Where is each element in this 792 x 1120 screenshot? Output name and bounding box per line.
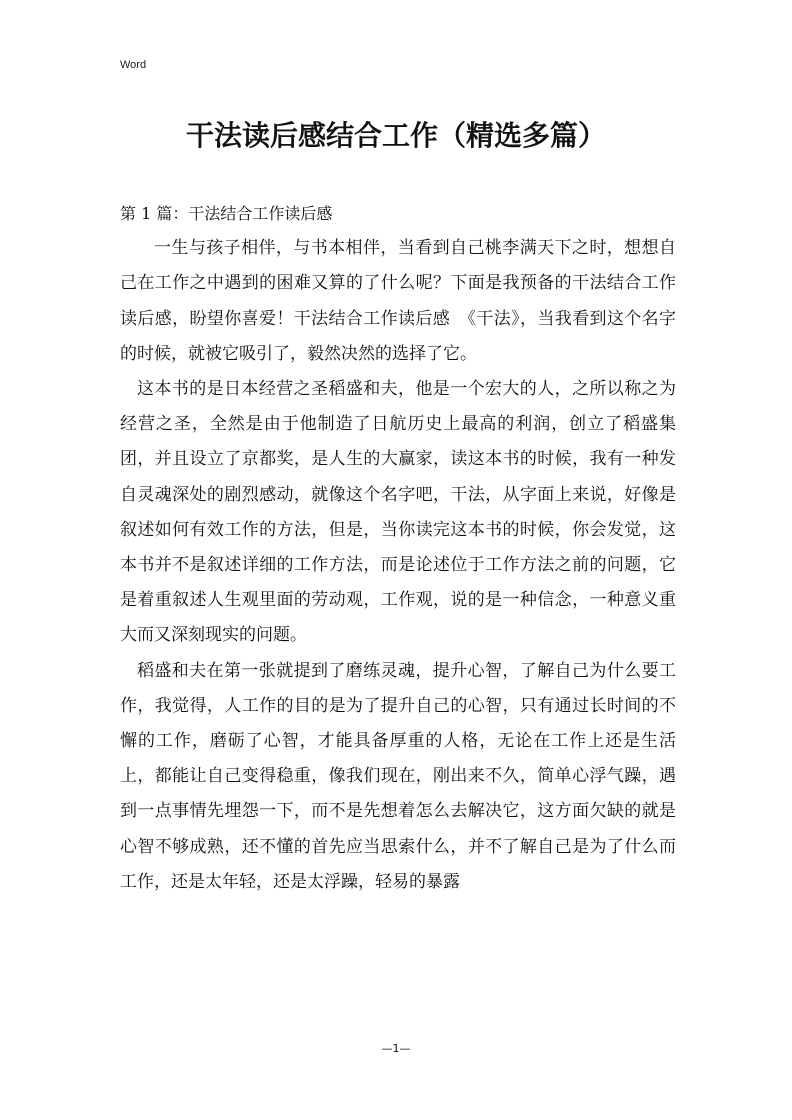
paragraph-3: 稻盛和夫在第一张就提到了磨练灵魂，提升心智，了解自己为什么要工作，我觉得，人工作的目的是为了提升自己的心智，只有通过长时间的不懈的工作，磨砺了心智，才能具备厚重的人格，无论在工作上还是生活上，都能让自己变得稳重，像我们现在，刚出来不久，简单心浮气躁，遇到一点事情先埋怨一下，而不是先想着怎么去解决它，这方面欠缺的就是心智不够成熟，还不懂的首先应当思索什么，并不了解自己是为了什么而工作，还是太年轻，还是太浮躁，轻易的暴露 bbox=[120, 660, 676, 892]
paragraph-2: 这本书的是日本经营之圣稻盛和夫，他是一个宏大的人，之所以称之为经营之圣，全然是由于他制造了日航历史上最高的利润，创立了稻盛集团，并且设立了京都奖，是人生的大赢家，读这本书的时候，我有一种发自灵魂深处的剧烈感动，就像这个名字吧，干法，从字面上来说，好像是叙述如何有效工作的方法，但是，当你读完这本书的时候，你会发觉，这本书并不是叙述详细的工作方法，而是论述位于工作方法之前的问题，它是着重叙述人生观里面的劳动观，工作观，说的是一种信念，一种意义重大而又深刻现实的问题。 bbox=[120, 379, 676, 646]
paragraph-1: 一生与孩子相伴，与书本相伴，当看到自己桃李满天下之时，想想自己在工作之中遇到的困难又算的了什么呢？下面是我预备的干法结合工作读后感，盼望你喜爱！干法结合工作读后感 《干法》，当我看到这个名字的时候，就被它吸引了，毅然决然的选择了它。 bbox=[120, 238, 676, 364]
document-title: 干法读后感结合工作（精选多篇） bbox=[185, 119, 606, 152]
page-number: —1— bbox=[381, 1042, 411, 1055]
document-body bbox=[120, 196, 676, 900]
section-heading: 第 1 篇：干法结合工作读后感 bbox=[120, 204, 333, 223]
header-label: Word bbox=[120, 59, 147, 71]
